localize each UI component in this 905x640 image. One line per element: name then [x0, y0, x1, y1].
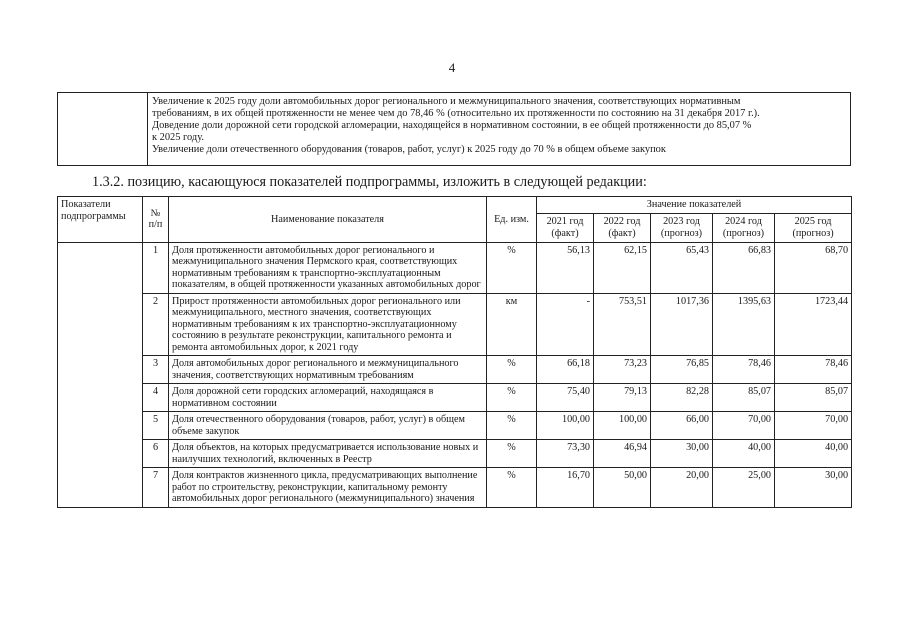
row-unit: км	[487, 293, 537, 356]
header-program: Показатели подпрограммы	[58, 197, 143, 243]
row-value: 75,40	[537, 384, 594, 412]
table-row	[58, 242, 852, 293]
row-value: 82,28	[651, 384, 713, 412]
row-value: 1017,36	[651, 293, 713, 356]
row-num: 5	[143, 412, 169, 440]
row-value: 40,00	[713, 440, 775, 468]
header-year: 2024 год (прогноз)	[713, 213, 775, 242]
header-name: Наименование показателя	[169, 197, 487, 243]
row-unit: %	[487, 242, 537, 293]
header-year: 2023 год (прогноз)	[651, 213, 713, 242]
row-value: 56,13	[537, 242, 594, 293]
row-value: 73,23	[594, 356, 651, 384]
row-num: 2	[143, 293, 169, 356]
table-row	[58, 356, 852, 384]
indicators-table	[57, 196, 852, 508]
table-row	[58, 468, 852, 508]
row-name: Доля объектов, на которых предусматривается использование новых и наилучших технологий, включенных в Реестр	[169, 440, 487, 468]
row-value: 753,51	[594, 293, 651, 356]
expected-results-line: Доведение доли дорожной сети городской агломерации, находящейся в нормативном состоянии, в ее общей протяженности до 85,07 %	[152, 120, 752, 131]
row-value: 70,00	[713, 412, 775, 440]
row-value: 76,85	[651, 356, 713, 384]
row-name: Прирост протяженности автомобильных дорог регионального или межмуниципального, местного значения, соответствующих нормативным требованиям к их транспортно-эксплуатационному состоянию в результате реконструкции, капитального ремонта и ремонта автомобильных дорог, к 2021 году	[169, 293, 487, 356]
row-value: 1395,63	[713, 293, 775, 356]
row-unit: %	[487, 412, 537, 440]
row-unit: %	[487, 440, 537, 468]
row-num: 7	[143, 468, 169, 508]
row-name: Доля дорожной сети городских агломераций, находящаяся в нормативном состоянии	[169, 384, 487, 412]
row-value: 66,00	[651, 412, 713, 440]
expected-results-line: Увеличение доли отечественного оборудования (товаров, работ, услуг) к 2025 году до 70 % в общем объеме закупок	[152, 144, 666, 155]
row-name: Доля отечественного оборудования (товаров, работ, услуг) в общем объеме закупок	[169, 412, 487, 440]
header-num: № п/п	[143, 197, 169, 243]
section-heading: 1.3.2. позицию, касающуюся показателей подпрограммы, изложить в следующей редакции:	[92, 174, 647, 190]
row-value: 100,00	[537, 412, 594, 440]
row-value: 85,07	[775, 384, 852, 412]
expected-results-line: к 2025 году.	[152, 132, 204, 143]
table-row	[58, 412, 852, 440]
row-num: 6	[143, 440, 169, 468]
row-name: Доля протяженности автомобильных дорог регионального и межмуниципального значения Пермского края, соответствующих нормативным требованиям к транспортно-эксплуатационным показателям, в общей протяженности указанных автомобильных дорог	[169, 242, 487, 293]
row-value: 78,46	[775, 356, 852, 384]
table-row	[58, 384, 852, 412]
table-row	[58, 440, 852, 468]
row-value: 79,13	[594, 384, 651, 412]
program-cell	[58, 242, 143, 507]
table-row	[58, 293, 852, 356]
row-num: 1	[143, 242, 169, 293]
row-name: Доля контрактов жизненного цикла, предусматривающих выполнение работ по строительству, реконструкции, капитальному ремонту автомобильных дорог регионального (межмуниципального) значения	[169, 468, 487, 508]
row-value: 20,00	[651, 468, 713, 508]
row-value: 62,15	[594, 242, 651, 293]
row-value: 30,00	[651, 440, 713, 468]
row-value: 40,00	[775, 440, 852, 468]
row-unit: %	[487, 384, 537, 412]
row-value: 100,00	[594, 412, 651, 440]
row-value: 68,70	[775, 242, 852, 293]
row-value: 25,00	[713, 468, 775, 508]
header-year: 2025 год (прогноз)	[775, 213, 852, 242]
row-name: Доля автомобильных дорог регионального и межмуниципального значения, соответствующих нормативным требованиям	[169, 356, 487, 384]
row-value: 85,07	[713, 384, 775, 412]
row-value: 30,00	[775, 468, 852, 508]
row-value: 65,43	[651, 242, 713, 293]
header-year: 2021 год (факт)	[537, 213, 594, 242]
row-value: -	[537, 293, 594, 356]
header-unit: Ед. изм.	[487, 197, 537, 243]
row-value: 73,30	[537, 440, 594, 468]
row-value: 66,83	[713, 242, 775, 293]
row-value: 16,70	[537, 468, 594, 508]
header-values-group: Значение показателей	[537, 197, 852, 214]
expected-results-line: требованиям, в их общей протяженности не менее чем до 78,46 % (относительно их протяженности по состоянию на 31 декабря 2017 г.).	[152, 108, 760, 119]
expected-results-box	[147, 92, 851, 166]
row-value: 70,00	[775, 412, 852, 440]
row-value: 46,94	[594, 440, 651, 468]
expected-results-line: Увеличение к 2025 году доли автомобильных дорог регионального и межмуниципального значения, соответствующих нормативным	[152, 96, 741, 107]
page-number: 4	[448, 60, 456, 75]
header-year: 2022 год (факт)	[594, 213, 651, 242]
row-unit: %	[487, 356, 537, 384]
row-num: 3	[143, 356, 169, 384]
row-value: 1723,44	[775, 293, 852, 356]
row-num: 4	[143, 384, 169, 412]
row-value: 78,46	[713, 356, 775, 384]
top-box-left-cell	[57, 92, 148, 166]
row-unit: %	[487, 468, 537, 508]
row-value: 50,00	[594, 468, 651, 508]
row-value: 66,18	[537, 356, 594, 384]
